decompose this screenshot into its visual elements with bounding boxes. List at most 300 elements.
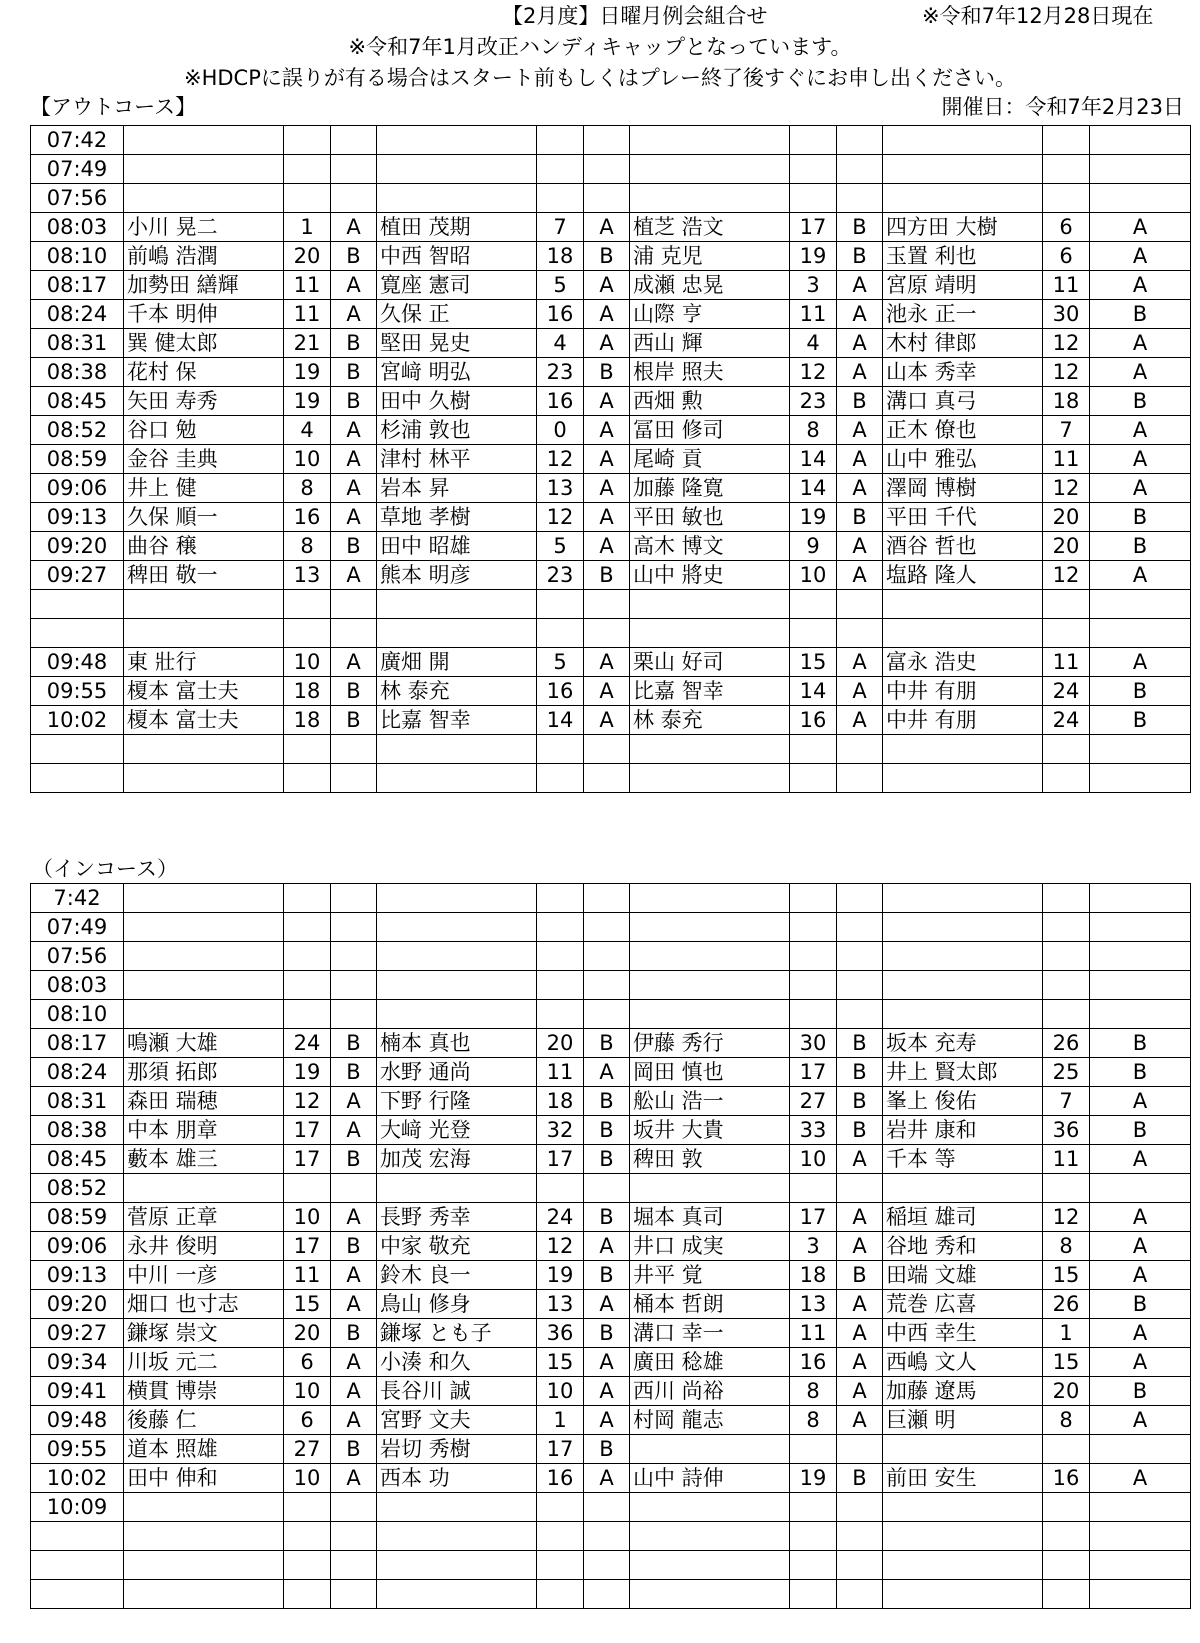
player-name-cell-p3: 比嘉 智幸 [630,677,790,706]
class-cell-p2: A [584,271,630,300]
player-name-cell-p3: 井口 成実 [630,1232,790,1261]
class-cell-p4: A [1090,1319,1191,1348]
player-name-cell-p2: 下野 行隆 [377,1087,537,1116]
player-name-cell-p4: 木村 律郎 [883,329,1043,358]
handicap-cell-p3: 17 [790,1203,837,1232]
player-name-cell-p4: 平田 千代 [883,503,1043,532]
player-name-cell-p1: 鳴瀬 大雄 [124,1029,284,1058]
player-name-cell-p2: 加茂 宏海 [377,1145,537,1174]
player-name-cell-p1: 花村 保 [124,358,284,387]
player-name-cell-p2 [377,1522,537,1551]
player-name-cell-p1: 那須 拓郎 [124,1058,284,1087]
handicap-cell-p3: 4 [790,329,837,358]
player-name-cell-p4 [883,1174,1043,1203]
handicap-cell-p2: 19 [537,1261,584,1290]
handicap-cell-p4 [1043,1580,1090,1609]
player-name-cell-p4 [883,1522,1043,1551]
handicap-cell-p2: 16 [537,677,584,706]
player-name-cell-p1: 中川 一彦 [124,1261,284,1290]
handicap-cell-p4: 6 [1043,213,1090,242]
class-cell-p4: A [1090,1348,1191,1377]
class-cell-p4 [1090,184,1191,213]
class-cell-p1 [331,619,377,648]
out-course-table [30,125,1191,793]
handicap-cell-p1: 19 [284,358,331,387]
handicap-cell-p4: 11 [1043,648,1090,677]
class-cell-p1 [331,155,377,184]
player-name-cell-p3 [630,590,790,619]
handicap-cell-p4: 25 [1043,1058,1090,1087]
player-name-cell-p1: 横貫 博崇 [124,1377,284,1406]
handicap-cell-p4: 12 [1043,358,1090,387]
player-name-cell-p3: 根岸 照夫 [630,358,790,387]
handicap-cell-p2 [537,1174,584,1203]
class-cell-p3: B [837,242,883,271]
class-cell-p4: A [1090,1261,1191,1290]
class-cell-p2 [584,1493,630,1522]
table-row [31,1087,1191,1116]
handicap-cell-p3: 9 [790,532,837,561]
class-cell-p3: A [837,271,883,300]
class-cell-p3: B [837,1464,883,1493]
player-name-cell-p4: 富永 浩史 [883,648,1043,677]
handicap-cell-p2: 5 [537,648,584,677]
player-name-cell-p3: 坂井 大貴 [630,1116,790,1145]
class-cell-p2 [584,155,630,184]
player-name-cell-p4 [883,1000,1043,1029]
table-row [31,155,1191,184]
class-cell-p4: B [1090,677,1191,706]
player-name-cell-p1: 金谷 圭典 [124,445,284,474]
class-cell-p1 [331,1580,377,1609]
class-cell-p2: A [584,1464,630,1493]
player-name-cell-p4 [883,590,1043,619]
class-cell-p1 [331,764,377,793]
tee-time-cell: 09:20 [31,532,124,561]
handicap-cell-p3: 30 [790,1029,837,1058]
handicap-cell-p2: 0 [537,416,584,445]
handicap-cell-p4 [1043,155,1090,184]
class-cell-p2 [584,1551,630,1580]
class-cell-p4: A [1090,1464,1191,1493]
handicap-cell-p4 [1043,1493,1090,1522]
table-row [31,735,1191,764]
handicap-cell-p1 [284,1174,331,1203]
class-cell-p1 [331,126,377,155]
player-name-cell-p1: 畑口 也寸志 [124,1290,284,1319]
handicap-cell-p1: 11 [284,271,331,300]
handicap-cell-p4 [1043,1522,1090,1551]
player-name-cell-p4: 四方田 大樹 [883,213,1043,242]
handicap-cell-p1 [284,884,331,913]
class-cell-p4: B [1090,1058,1191,1087]
tee-time-cell: 09:55 [31,677,124,706]
player-name-cell-p2 [377,764,537,793]
class-cell-p3 [837,942,883,971]
player-name-cell-p1: 榎本 富士夫 [124,677,284,706]
player-name-cell-p1 [124,619,284,648]
class-cell-p4 [1090,764,1191,793]
player-name-cell-p3 [630,971,790,1000]
table-row [31,1406,1191,1435]
table-row [31,387,1191,416]
handicap-cell-p2: 13 [537,474,584,503]
class-cell-p2: A [584,329,630,358]
tee-time-cell: 08:03 [31,971,124,1000]
tee-time-cell [31,1522,124,1551]
class-cell-p2: B [584,1319,630,1348]
tee-time-cell: 08:24 [31,1058,124,1087]
player-name-cell-p1 [124,884,284,913]
tee-time-cell: 09:27 [31,1319,124,1348]
class-cell-p3: A [837,300,883,329]
handicap-cell-p2 [537,619,584,648]
tee-time-cell: 08:03 [31,213,124,242]
class-cell-p2 [584,1522,630,1551]
player-name-cell-p3 [630,1522,790,1551]
player-name-cell-p2: 津村 林平 [377,445,537,474]
event-date: 開催日：令和7年2月23日 [941,95,1184,119]
player-name-cell-p3: 山中 詩伸 [630,1464,790,1493]
player-name-cell-p4: 溝口 真弓 [883,387,1043,416]
tee-time-cell: 09:13 [31,503,124,532]
player-name-cell-p1 [124,971,284,1000]
class-cell-p3: B [837,1029,883,1058]
class-cell-p3: A [837,1232,883,1261]
handicap-cell-p1: 17 [284,1145,331,1174]
player-name-cell-p1: 前嶋 浩潤 [124,242,284,271]
player-name-cell-p1: 稗田 敬一 [124,561,284,590]
handicap-cell-p3 [790,913,837,942]
player-name-cell-p2: 比嘉 智幸 [377,706,537,735]
handicap-cell-p3: 18 [790,1261,837,1290]
table-row [31,300,1191,329]
player-name-cell-p3 [630,1493,790,1522]
player-name-cell-p1: 道本 照雄 [124,1435,284,1464]
class-cell-p1: B [331,532,377,561]
player-name-cell-p1 [124,1580,284,1609]
table-row [31,1290,1191,1319]
class-cell-p4: B [1090,532,1191,561]
class-cell-p1 [331,942,377,971]
tee-time-cell: 09:27 [31,561,124,590]
class-cell-p3 [837,971,883,1000]
player-name-cell-p1: 田中 伸和 [124,1464,284,1493]
class-cell-p2 [584,884,630,913]
class-cell-p2: A [584,1406,630,1435]
class-cell-p4 [1090,735,1191,764]
handicap-cell-p4: 26 [1043,1290,1090,1319]
handicap-cell-p4: 36 [1043,1116,1090,1145]
handicap-cell-p4: 8 [1043,1232,1090,1261]
player-name-cell-p2: 小湊 和久 [377,1348,537,1377]
handicap-cell-p1: 10 [284,648,331,677]
table-row [31,1522,1191,1551]
tee-time-cell: 08:45 [31,1145,124,1174]
class-cell-p3: B [837,1261,883,1290]
player-name-cell-p4: 巨瀬 明 [883,1406,1043,1435]
class-cell-p1 [331,1174,377,1203]
handicap-cell-p3: 13 [790,1290,837,1319]
handicap-cell-p1: 10 [284,1464,331,1493]
player-name-cell-p2: 田中 久樹 [377,387,537,416]
player-name-cell-p1: 谷口 勉 [124,416,284,445]
tee-time-cell [31,1551,124,1580]
table-row [31,1203,1191,1232]
handicap-cell-p2: 15 [537,1348,584,1377]
player-name-cell-p3 [630,1000,790,1029]
player-name-cell-p2: 岩切 秀樹 [377,1435,537,1464]
player-name-cell-p4 [883,155,1043,184]
class-cell-p4 [1090,971,1191,1000]
player-name-cell-p4: 中井 有朋 [883,706,1043,735]
player-name-cell-p2 [377,1174,537,1203]
table-row [31,271,1191,300]
player-name-cell-p1 [124,1000,284,1029]
player-name-cell-p4: 山中 雅弘 [883,445,1043,474]
class-cell-p3: B [837,387,883,416]
handicap-cell-p3 [790,1551,837,1580]
class-cell-p1 [331,1551,377,1580]
handicap-cell-p2: 14 [537,706,584,735]
in-course-label: （インコース） [32,857,178,881]
class-cell-p3: A [837,561,883,590]
class-cell-p3 [837,1435,883,1464]
table-row [31,561,1191,590]
handicap-cell-p4: 20 [1043,1377,1090,1406]
handicap-cell-p4: 12 [1043,561,1090,590]
handicap-cell-p2: 17 [537,1145,584,1174]
class-cell-p3: B [837,213,883,242]
handicap-cell-p4 [1043,184,1090,213]
table-row [31,1174,1191,1203]
player-name-cell-p4: 千本 等 [883,1145,1043,1174]
tee-time-cell: 08:10 [31,242,124,271]
table-row [31,1377,1191,1406]
class-cell-p2: A [584,300,630,329]
handicap-cell-p3: 8 [790,1377,837,1406]
class-cell-p4: A [1090,1087,1191,1116]
player-name-cell-p4: 正木 僚也 [883,416,1043,445]
player-name-cell-p1 [124,184,284,213]
class-cell-p3: A [837,1145,883,1174]
handicap-cell-p1: 27 [284,1435,331,1464]
class-cell-p1 [331,1522,377,1551]
player-name-cell-p2: 長谷川 誠 [377,1377,537,1406]
handicap-cell-p2: 23 [537,358,584,387]
class-cell-p4: A [1090,213,1191,242]
class-cell-p2: B [584,242,630,271]
player-name-cell-p4 [883,1551,1043,1580]
class-cell-p3 [837,1000,883,1029]
handicap-cell-p1: 18 [284,677,331,706]
class-cell-p1: B [331,358,377,387]
class-cell-p2: A [584,1290,630,1319]
tee-time-cell: 08:24 [31,300,124,329]
class-cell-p4 [1090,942,1191,971]
class-cell-p1: B [331,1145,377,1174]
class-cell-p1: A [331,1406,377,1435]
player-name-cell-p3: 堀本 真司 [630,1203,790,1232]
handicap-cell-p2: 1 [537,1406,584,1435]
handicap-cell-p3: 8 [790,1406,837,1435]
handicap-cell-p3: 8 [790,416,837,445]
handicap-cell-p3 [790,764,837,793]
class-cell-p4: A [1090,329,1191,358]
player-name-cell-p3: 植芝 浩文 [630,213,790,242]
handicap-cell-p1 [284,764,331,793]
handicap-cell-p4 [1043,126,1090,155]
handicap-cell-p3 [790,184,837,213]
handicap-cell-p4 [1043,735,1090,764]
handicap-cell-p4: 6 [1043,242,1090,271]
handicap-cell-p3: 11 [790,300,837,329]
handicap-cell-p4: 30 [1043,300,1090,329]
player-name-cell-p2: 田中 昭雄 [377,532,537,561]
class-cell-p3 [837,913,883,942]
handicap-cell-p3: 19 [790,1464,837,1493]
player-name-cell-p4 [883,884,1043,913]
player-name-cell-p1 [124,913,284,942]
class-cell-p4 [1090,1174,1191,1203]
class-cell-p4 [1090,619,1191,648]
handicap-cell-p4 [1043,942,1090,971]
tee-time-cell: 07:49 [31,913,124,942]
tee-time-cell [31,735,124,764]
handicap-cell-p1 [284,590,331,619]
class-cell-p1: A [331,561,377,590]
table-row [31,1319,1191,1348]
class-cell-p4 [1090,913,1191,942]
class-cell-p3 [837,619,883,648]
handicap-cell-p4: 15 [1043,1261,1090,1290]
class-cell-p4 [1090,1522,1191,1551]
handicap-cell-p1: 10 [284,445,331,474]
class-cell-p2 [584,735,630,764]
table-row [31,590,1191,619]
handicap-cell-p3: 27 [790,1087,837,1116]
class-cell-p2: A [584,474,630,503]
handicap-cell-p4 [1043,884,1090,913]
player-name-cell-p2: 熊本 明彦 [377,561,537,590]
class-cell-p3 [837,590,883,619]
class-cell-p1: A [331,1464,377,1493]
handicap-cell-p4 [1043,1000,1090,1029]
class-cell-p1: A [331,271,377,300]
handicap-cell-p1 [284,971,331,1000]
handicap-cell-p3: 14 [790,677,837,706]
class-cell-p3: A [837,329,883,358]
player-name-cell-p2: 草地 孝樹 [377,503,537,532]
class-cell-p3: A [837,1348,883,1377]
handicap-cell-p3: 19 [790,242,837,271]
class-cell-p3 [837,1174,883,1203]
player-name-cell-p3 [630,913,790,942]
class-cell-p2 [584,126,630,155]
class-cell-p1: A [331,1087,377,1116]
handicap-cell-p2 [537,184,584,213]
player-name-cell-p1 [124,155,284,184]
player-name-cell-p3 [630,184,790,213]
handicap-cell-p1 [284,1522,331,1551]
class-cell-p2: A [584,445,630,474]
class-cell-p3: A [837,1406,883,1435]
class-cell-p2 [584,1000,630,1029]
handicap-cell-p1: 20 [284,242,331,271]
player-name-cell-p4: 岩井 康和 [883,1116,1043,1145]
handicap-cell-p2: 17 [537,1435,584,1464]
handicap-cell-p2: 16 [537,300,584,329]
handicap-cell-p4: 16 [1043,1464,1090,1493]
tee-time-cell: 08:59 [31,445,124,474]
handicap-cell-p1: 24 [284,1029,331,1058]
tee-time-cell: 7:42 [31,884,124,913]
handicap-cell-p3 [790,1174,837,1203]
handicap-note: ※令和7年1月改正ハンディキャップとなっています。 [348,35,852,59]
class-cell-p2 [584,1174,630,1203]
class-cell-p4: B [1090,1029,1191,1058]
handicap-cell-p3: 33 [790,1116,837,1145]
handicap-cell-p2: 32 [537,1116,584,1145]
handicap-cell-p2: 18 [537,242,584,271]
handicap-cell-p4: 20 [1043,532,1090,561]
player-name-cell-p2 [377,1551,537,1580]
class-cell-p2: A [584,1058,630,1087]
class-cell-p2: B [584,358,630,387]
class-cell-p2: B [584,1261,630,1290]
tee-time-cell: 08:52 [31,416,124,445]
tee-time-cell: 09:55 [31,1435,124,1464]
class-cell-p1: B [331,1058,377,1087]
player-name-cell-p3: 稗田 敦 [630,1145,790,1174]
player-name-cell-p4: 池永 正一 [883,300,1043,329]
tee-time-cell: 08:17 [31,1029,124,1058]
class-cell-p1: B [331,1029,377,1058]
player-name-cell-p4 [883,971,1043,1000]
tee-time-cell: 08:17 [31,271,124,300]
handicap-cell-p1 [284,1000,331,1029]
class-cell-p4 [1090,884,1191,913]
player-name-cell-p2 [377,155,537,184]
player-name-cell-p1: 千本 明伸 [124,300,284,329]
handicap-cell-p2 [537,590,584,619]
class-cell-p3: A [837,445,883,474]
handicap-cell-p1 [284,913,331,942]
table-row [31,1435,1191,1464]
player-name-cell-p3: 加藤 隆寛 [630,474,790,503]
player-name-cell-p2: 西本 功 [377,1464,537,1493]
class-cell-p3: A [837,677,883,706]
tee-time-cell [31,1580,124,1609]
player-name-cell-p3 [630,619,790,648]
table-row [31,1232,1191,1261]
class-cell-p4 [1090,1551,1191,1580]
class-cell-p1: A [331,416,377,445]
table-row [31,1261,1191,1290]
player-name-cell-p4 [883,735,1043,764]
handicap-cell-p3 [790,971,837,1000]
class-cell-p3: B [837,1087,883,1116]
tee-time-cell: 07:56 [31,184,124,213]
class-cell-p2: A [584,1348,630,1377]
class-cell-p4 [1090,1580,1191,1609]
table-row [31,242,1191,271]
out-course-label: 【アウトコース】 [30,95,197,119]
player-name-cell-p2: 大﨑 光登 [377,1116,537,1145]
class-cell-p2: A [584,503,630,532]
player-name-cell-p2 [377,913,537,942]
class-cell-p3 [837,884,883,913]
